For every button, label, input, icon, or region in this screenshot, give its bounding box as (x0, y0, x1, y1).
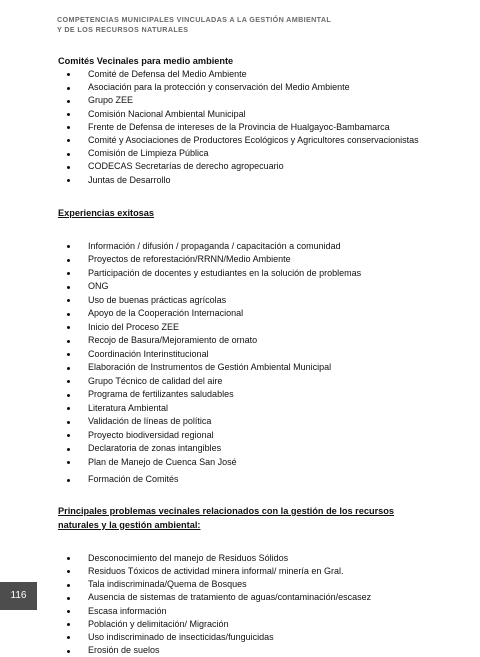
list-item: Comisión de Limpieza Pública (58, 147, 458, 160)
list-item: Tala indiscriminada/Quema de Bosques (58, 578, 458, 591)
list-item: Proyecto biodiversidad regional (58, 429, 458, 443)
list-item: Frente de Defensa de intereses de la Provincia de Hualgayoc-Bambamarca (58, 121, 458, 134)
list-item: Asociación para la protección y conservación del Medio Ambiente (58, 81, 458, 94)
section-heading-comites: Comités Vecinales para medio ambiente (58, 56, 234, 66)
list-item: Uso indiscriminado de insecticidas/funguicidas (58, 631, 458, 644)
page-number-tab (0, 582, 37, 610)
list-item: Ausencia de sistemas de tratamiento de aguas/contaminación/escasez (58, 591, 458, 604)
problemas-list (58, 552, 458, 657)
list-item: Grupo Técnico de calidad del aire (58, 375, 458, 389)
list-item: Información / difusión / propaganda / capacitación a comunidad (58, 240, 458, 254)
list-item: Comité y Asociaciones de Productores Ecológicos y Agricultores conservacionistas (58, 134, 458, 147)
running-header-line-2: Y DE LOS RECURSOS NATURALES (57, 25, 189, 34)
list-item: Grupo ZEE (58, 94, 458, 107)
list-item: Escasa información (58, 605, 458, 618)
running-header (57, 15, 457, 35)
list-item: Residuos Tóxicos de actividad minera informal/ minería en Gral. (58, 565, 458, 578)
list-item: Juntas de Desarrollo (58, 174, 458, 187)
list-item: Programa de fertilizantes saludables (58, 388, 458, 402)
list-item: Comisión Nacional Ambiental Municipal (58, 108, 458, 121)
list-item: Validación de líneas de política (58, 415, 458, 429)
list-item: Formación de Comités (58, 473, 458, 487)
section-heading-problemas (58, 504, 458, 532)
list-item: Elaboración de Instrumentos de Gestión Ambiental Municipal (58, 361, 458, 375)
list-item: CODECAS Secretarías de derecho agropecuario (58, 160, 458, 173)
section-heading-experiencias: Experiencias exitosas (58, 207, 155, 218)
running-header-line-1: COMPETENCIAS MUNICIPALES VINCULADAS A LA GESTIÓN AMBIENTAL (57, 15, 332, 24)
list-item: Coordinación Interinstitucional (58, 348, 458, 362)
list-item: ONG (58, 280, 458, 294)
list-item: Recojo de Basura/Mejoramiento de ornato (58, 334, 458, 348)
comites-list (58, 68, 458, 187)
section-heading-problemas-line-2: naturales y la gestión ambiental: (58, 519, 201, 530)
page-number: 116 (10, 590, 27, 601)
list-item: Proyectos de reforestación/RRNN/Medio Ambiente (58, 253, 458, 267)
list-item: Inicio del Proceso ZEE (58, 321, 458, 335)
list-item: Plan de Manejo de Cuenca San José (58, 456, 458, 470)
list-item: Uso de buenas prácticas agrícolas (58, 294, 458, 308)
list-item: Declaratoria de zonas intangibles (58, 442, 458, 456)
list-item: Literatura Ambiental (58, 402, 458, 416)
list-item: Población y delimitación/ Migración (58, 618, 458, 631)
experiencias-list (58, 240, 458, 487)
section-heading-problemas-line-1: Principales problemas vecinales relacionados con la gestión de los recursos (58, 505, 394, 516)
list-item: Comité de Defensa del Medio Ambiente (58, 68, 458, 81)
list-item: Desconocimiento del manejo de Residuos Sólidos (58, 552, 458, 565)
list-item: Erosión de suelos (58, 644, 458, 657)
page-content (58, 54, 458, 657)
list-item: Apoyo de la Cooperación Internacional (58, 307, 458, 321)
list-item: Participación de docentes y estudiantes en la solución de problemas (58, 267, 458, 281)
